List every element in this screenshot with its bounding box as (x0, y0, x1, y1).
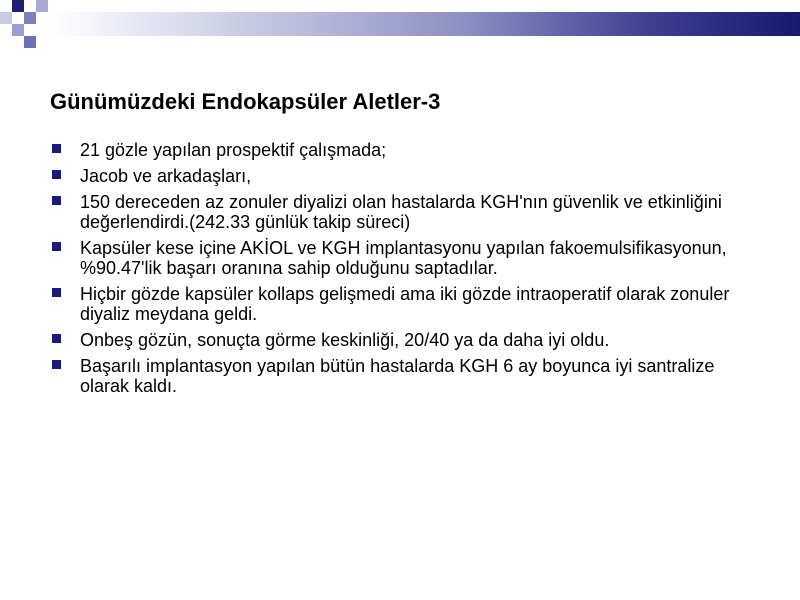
bullet-text: 150 dereceden az zonuler diyalizi olan hastalarda KGH'nın güvenlik ve etkinliğini değerlendirdi.(242.33 günlük takip süreci) (80, 192, 722, 232)
square-bullet-icon (52, 334, 61, 343)
square-bullet-icon (52, 170, 61, 179)
bullet-text: 21 gözle yapılan prospektif çalışmada; (80, 140, 387, 160)
bullet-text: Jacob ve arkadaşları, (80, 166, 252, 186)
decor-square (12, 0, 24, 12)
bullet-item (52, 238, 767, 278)
decor-square (36, 0, 48, 12)
square-bullet-icon (52, 144, 61, 153)
square-bullet-icon (52, 360, 61, 369)
bullet-text: Hiçbir gözde kapsüler kollaps gelişmedi ama iki gözde intraoperatif olarak zonuler diyaliz meydana geldi. (80, 284, 730, 324)
square-bullet-icon (52, 196, 61, 205)
header-gradient-bar (52, 12, 800, 36)
bullet-list (52, 140, 767, 402)
bullet-item (52, 140, 767, 160)
bullet-item (52, 356, 767, 396)
decor-square (24, 12, 36, 24)
bullet-item (52, 166, 767, 186)
decor-square (24, 36, 36, 48)
bullet-item (52, 330, 767, 350)
decor-square (12, 24, 24, 36)
bullet-text: Kapsüler kese içine AKİOL ve KGH implantasyonu yapılan fakoemulsifikasyonun, %90.47'lik başarı oranına sahip olduğunu saptadılar. (80, 238, 727, 278)
bullet-item (52, 192, 767, 232)
bullet-text: Onbeş gözün, sonuçta görme keskinliği, 20/40 ya da daha iyi oldu. (80, 330, 610, 350)
decor-square (0, 12, 12, 24)
square-bullet-icon (52, 288, 61, 297)
square-bullet-icon (52, 242, 61, 251)
bullet-text: Başarılı implantasyon yapılan bütün hastalarda KGH 6 ay boyunca iyi santralize olarak kaldı. (80, 356, 715, 396)
slide-title: Günümüzdeki Endokapsüler Aletler-3 (50, 89, 441, 114)
bullet-item (52, 284, 767, 324)
